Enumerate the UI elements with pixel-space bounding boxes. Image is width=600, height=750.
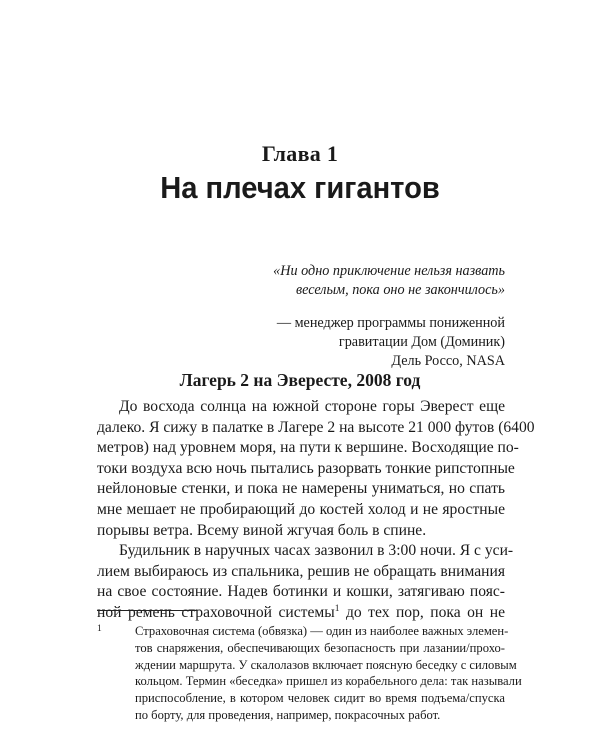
chapter-label: Глава 1	[261, 141, 339, 166]
footnote-line: Страховочная система (обвязка) — один из наиболее важных элемен-	[135, 624, 509, 638]
footnote-divider	[97, 610, 197, 611]
epigraph-quote	[260, 262, 505, 300]
footnote-body	[135, 623, 522, 724]
paragraph-line-end: до тех пор, пока он не	[345, 603, 505, 621]
epigraph-quote-line: «Ни одно приключение нельзя назвать	[273, 263, 505, 279]
footnote-line: по борту, для проведения, например, покрасочных работ.	[135, 707, 441, 722]
section-heading: Лагерь 2 на Эвересте, 2008 год	[179, 370, 421, 390]
epigraph-attribution-line: Дель Россо, NASA	[391, 353, 505, 369]
paragraph-line-start: ной ремень страховочной системы	[97, 603, 335, 621]
epigraph-quote-line: веселым, пока оно не закончилось»	[295, 282, 505, 298]
paragraph-line: метров) над уровнем моря, на пути к вершине. Восходящие по-	[97, 439, 519, 457]
epigraph-attribution-line: — менеджер программы пониженной	[276, 315, 505, 331]
body-text	[97, 397, 535, 624]
footnote-line: приспособление, в котором человек сидит во время подъема/спуска	[135, 691, 505, 706]
paragraph-line-with-footnote	[97, 603, 505, 624]
paragraph-line: мне мешает не пробирающий до костей холод и не яростные	[97, 500, 505, 518]
paragraph-line: далеко. Я сижу в палатке в Лагере 2 на высоте 21 000 футов (6400	[97, 418, 535, 436]
paragraph-line: нейлоновые стенки, и пока не намерены униматься, но спать	[97, 480, 505, 498]
paragraph-line: лием выбираюсь из спальника, решив не обращать внимания	[97, 562, 505, 580]
paragraph-line: порывы ветра. Всему виной жгучая боль в спине.	[97, 521, 427, 539]
paragraph-line: Будильник в наручных часах зазвонил в 3:00 ночи. Я с уси-	[119, 542, 514, 560]
epigraph-attribution-line: гравитации Дом (Доминик)	[338, 334, 505, 350]
footnote-line: ждении маршрута. У скалолазов включает поясную беседку с силовым	[135, 657, 517, 672]
footnote-line: кольцом. Термин «беседка» пришел из корабельного дела: так называли	[135, 674, 522, 689]
footnote-reference[interactable]: 1	[334, 603, 340, 614]
epigraph-attribution	[240, 314, 505, 371]
paragraph-line: токи воздуха всю ночь пытались разорвать тонкие рипстопные	[97, 459, 515, 477]
footnote-number: 1	[97, 624, 102, 634]
chapter-title: На плечах гигантов	[160, 170, 440, 205]
paragraph-line: на свое состояние. Надев ботинки и кошки, затягиваю пояс-	[97, 583, 505, 601]
footnote-line: тов снаряжения, обеспечивающих безопасность при лазании/прохо-	[135, 640, 505, 655]
paragraph-line: До восхода солнца на южной стороне горы Эверест еще	[119, 398, 505, 415]
